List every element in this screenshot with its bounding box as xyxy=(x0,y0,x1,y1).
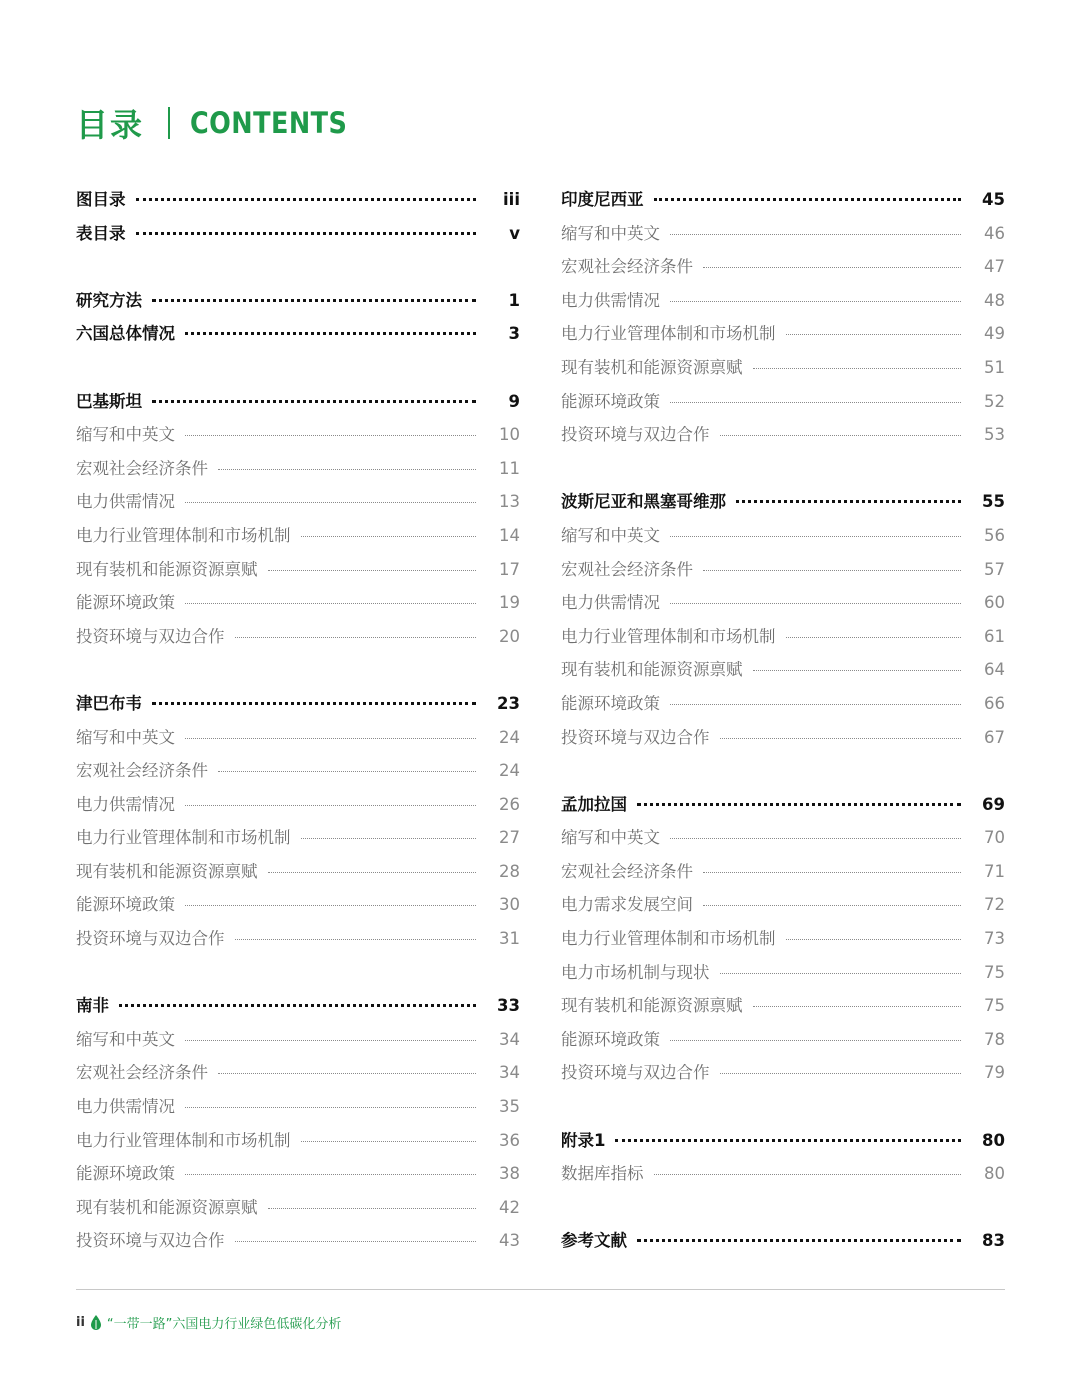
toc-right-column xyxy=(561,183,1005,1258)
toc-entry-page: 61 xyxy=(984,626,1005,646)
dot-leader xyxy=(185,601,476,604)
toc-entry-page: 31 xyxy=(499,929,520,949)
dot-leader xyxy=(136,196,477,201)
toc-entry-page: 38 xyxy=(499,1164,520,1184)
toc-section-entry[interactable] xyxy=(76,586,520,620)
dot-leader xyxy=(670,836,961,839)
toc-chapter-entry[interactable] xyxy=(561,183,1005,217)
toc-section-entry[interactable] xyxy=(76,922,520,956)
dot-leader xyxy=(235,635,477,638)
toc-entry-label: 孟加拉国 xyxy=(561,794,627,814)
toc-entry-page: 70 xyxy=(984,828,1005,848)
dot-leader xyxy=(152,700,476,705)
toc-entry-page: 51 xyxy=(984,357,1005,377)
dot-leader xyxy=(753,1004,962,1007)
toc-section-entry[interactable] xyxy=(76,1056,520,1090)
section-gap xyxy=(76,351,520,385)
toc-section-entry[interactable] xyxy=(561,385,1005,419)
toc-entry-label: 表目录 xyxy=(76,223,126,243)
dot-leader xyxy=(268,1206,477,1209)
toc-section-entry[interactable] xyxy=(76,452,520,486)
toc-entry-page: 67 xyxy=(984,727,1005,747)
toc-section-entry[interactable] xyxy=(561,1023,1005,1057)
toc-entry-page: 52 xyxy=(984,391,1005,411)
toc-section-entry[interactable] xyxy=(561,721,1005,755)
dot-leader xyxy=(670,702,961,705)
toc-entry-page: 24 xyxy=(499,761,520,781)
dot-leader xyxy=(654,196,962,201)
toc-entry-label: 数据库指标 xyxy=(561,1164,644,1184)
toc-section-entry[interactable] xyxy=(561,1157,1005,1191)
toc-entry-label: 六国总体情况 xyxy=(76,324,175,344)
dot-leader xyxy=(670,299,961,302)
dot-leader xyxy=(152,398,476,403)
toc-entry-page: 26 xyxy=(499,794,520,814)
toc-entry-page: 23 xyxy=(497,693,520,713)
toc-entry-label: 电力行业管理体制和市场机制 xyxy=(561,626,776,646)
dot-leader xyxy=(720,971,962,974)
toc-section-entry[interactable] xyxy=(561,1056,1005,1090)
toc-entry-label: 电力供需情况 xyxy=(561,290,660,310)
dot-leader xyxy=(670,1038,961,1041)
toc-entry-label: 宏观社会经济条件 xyxy=(561,559,693,579)
toc-section-entry[interactable] xyxy=(76,1191,520,1225)
dot-leader xyxy=(235,1239,477,1242)
toc-entry-page: 10 xyxy=(499,425,520,445)
dot-leader xyxy=(185,433,476,436)
toc-section-entry[interactable] xyxy=(561,586,1005,620)
toc-entry-page: 71 xyxy=(984,861,1005,881)
dot-leader xyxy=(736,498,961,503)
dot-leader xyxy=(670,601,961,604)
toc-entry-label: 能源环境政策 xyxy=(76,1164,175,1184)
toc-header xyxy=(76,100,369,146)
footer-divider xyxy=(76,1289,1005,1290)
dot-leader xyxy=(185,803,476,806)
toc-entry-page: 1 xyxy=(508,290,520,310)
dot-leader xyxy=(703,903,961,906)
dot-leader xyxy=(185,1105,476,1108)
dot-leader xyxy=(720,433,962,436)
dot-leader xyxy=(185,1172,476,1175)
toc-section-entry[interactable] xyxy=(561,989,1005,1023)
toc-entry-page: 11 xyxy=(499,458,520,478)
toc-entry-label: 缩写和中英文 xyxy=(561,828,660,848)
toc-entry-label: 电力需求发展空间 xyxy=(561,895,693,915)
toc-entry-label: 能源环境政策 xyxy=(561,1029,660,1049)
dot-leader xyxy=(185,736,476,739)
dot-leader xyxy=(703,568,961,571)
dot-leader xyxy=(185,330,476,335)
toc-entry-page: 42 xyxy=(499,1197,520,1217)
toc-entry-page: 64 xyxy=(984,660,1005,680)
toc-section-entry[interactable] xyxy=(76,788,520,822)
toc-entry-page: 72 xyxy=(984,895,1005,915)
toc-entry-label: 宏观社会经济条件 xyxy=(561,861,693,881)
dot-leader xyxy=(703,265,961,268)
toc-entry-page: 80 xyxy=(984,1164,1005,1184)
toc-entry-label: 现有装机和能源资源禀赋 xyxy=(76,559,258,579)
toc-entry-page: 75 xyxy=(984,962,1005,982)
section-gap xyxy=(76,956,520,990)
dot-leader xyxy=(615,1137,961,1142)
toc-entry-label: 能源环境政策 xyxy=(561,391,660,411)
toc-section-entry[interactable] xyxy=(76,754,520,788)
toc-entry-page: 78 xyxy=(984,1029,1005,1049)
toc-entry-label: 投资环境与双边合作 xyxy=(561,1063,710,1083)
toc-entry-label: 津巴布韦 xyxy=(76,693,142,713)
toc-entry-label: 能源环境政策 xyxy=(76,895,175,915)
dot-leader xyxy=(301,1139,477,1142)
toc-entry-label: 巴基斯坦 xyxy=(76,391,142,411)
toc-entry-label: 附录1 xyxy=(561,1130,606,1150)
toc-entry-label: 电力供需情况 xyxy=(76,492,175,512)
toc-entry-label: 电力市场机制与现状 xyxy=(561,962,710,982)
toc-entry-page: 30 xyxy=(499,895,520,915)
toc-section-entry[interactable] xyxy=(561,250,1005,284)
toc-entry-page: 73 xyxy=(984,929,1005,949)
toc-entry-page: v xyxy=(509,223,520,243)
toc-entry-page: 3 xyxy=(508,324,520,344)
dot-leader xyxy=(753,366,962,369)
toc-section-entry[interactable] xyxy=(76,1124,520,1158)
toc-section-entry[interactable] xyxy=(76,1023,520,1057)
toc-entry-label: 宏观社会经济条件 xyxy=(76,458,208,478)
toc-section-entry[interactable] xyxy=(561,653,1005,687)
toc-section-entry[interactable] xyxy=(76,519,520,553)
toc-entry-label: 电力行业管理体制和市场机制 xyxy=(76,525,291,545)
toc-entry-page: 60 xyxy=(984,593,1005,613)
toc-section-entry[interactable] xyxy=(561,922,1005,956)
toc-entry-label: 电力供需情况 xyxy=(76,794,175,814)
toc-chapter-entry[interactable] xyxy=(76,385,520,419)
dot-leader xyxy=(786,635,962,638)
toc-section-entry[interactable] xyxy=(561,620,1005,654)
dot-leader xyxy=(218,467,476,470)
toc-entry-label: 投资环境与双边合作 xyxy=(76,929,225,949)
toc-entry-label: 投资环境与双边合作 xyxy=(561,727,710,747)
toc-section-entry[interactable] xyxy=(76,855,520,889)
toc-chapter-entry[interactable] xyxy=(76,989,520,1023)
toc-entry-label: 现有装机和能源资源禀赋 xyxy=(561,996,743,1016)
toc-section-entry[interactable] xyxy=(76,418,520,452)
toc-chapter-entry[interactable] xyxy=(561,788,1005,822)
section-gap xyxy=(561,1191,1005,1225)
toc-entry-page: 19 xyxy=(499,593,520,613)
toc-entry-page: 69 xyxy=(982,794,1005,814)
toc-entry-page: 35 xyxy=(499,1097,520,1117)
dot-leader xyxy=(185,903,476,906)
toc-entry-label: 缩写和中英文 xyxy=(76,425,175,445)
dot-leader xyxy=(637,801,961,806)
toc-entry-page: 24 xyxy=(499,727,520,747)
toc-entry-page: 49 xyxy=(984,324,1005,344)
toc-chapter-entry[interactable] xyxy=(561,485,1005,519)
toc-entry-label: 投资环境与双边合作 xyxy=(76,626,225,646)
toc-entry-label: 投资环境与双边合作 xyxy=(561,425,710,445)
toc-section-entry[interactable] xyxy=(561,855,1005,889)
footer-page-number: ii xyxy=(76,1315,85,1330)
toc-entry-label: 宏观社会经济条件 xyxy=(76,1063,208,1083)
toc-entry-label: 缩写和中英文 xyxy=(561,223,660,243)
toc-entry-page: 79 xyxy=(984,1063,1005,1083)
section-gap xyxy=(76,653,520,687)
toc-entry-page: 75 xyxy=(984,996,1005,1016)
leaf-icon xyxy=(91,1315,101,1330)
toc-section-entry[interactable] xyxy=(561,519,1005,553)
dot-leader xyxy=(654,1172,962,1175)
toc-section-entry[interactable] xyxy=(561,687,1005,721)
toc-entry-label: 缩写和中英文 xyxy=(561,525,660,545)
toc-chapter-entry[interactable] xyxy=(76,687,520,721)
toc-entry-page: 13 xyxy=(499,492,520,512)
toc-entry-label: 能源环境政策 xyxy=(76,593,175,613)
toc-entry-label: 能源环境政策 xyxy=(561,693,660,713)
dot-leader xyxy=(301,534,477,537)
dot-leader xyxy=(185,500,476,503)
toc-entry-label: 缩写和中英文 xyxy=(76,727,175,747)
toc-section-entry[interactable] xyxy=(76,888,520,922)
toc-section-entry[interactable] xyxy=(76,1224,520,1258)
toc-entry-label: 投资环境与双边合作 xyxy=(76,1231,225,1251)
toc-entry-label: 波斯尼亚和黑塞哥维那 xyxy=(561,492,726,512)
dot-leader xyxy=(268,870,477,873)
dot-leader xyxy=(753,668,962,671)
toc-entry-label: 电力行业管理体制和市场机制 xyxy=(561,324,776,344)
toc-entry-label: 现有装机和能源资源禀赋 xyxy=(561,660,743,680)
toc-chapter-entry[interactable] xyxy=(561,1224,1005,1258)
toc-section-entry[interactable] xyxy=(561,553,1005,587)
toc-chapter-entry[interactable] xyxy=(76,217,520,251)
toc-entry-label: 电力行业管理体制和市场机制 xyxy=(76,828,291,848)
toc-entry-page: 34 xyxy=(499,1063,520,1083)
dot-leader xyxy=(268,568,477,571)
toc-entry-label: 现有装机和能源资源禀赋 xyxy=(76,861,258,881)
toc-section-entry[interactable] xyxy=(76,721,520,755)
toc-entry-label: 缩写和中英文 xyxy=(76,1029,175,1049)
footer-publication-title: “一带一路”六国电力行业绿色低碳化分析 xyxy=(106,1317,342,1332)
toc-entry-page: 14 xyxy=(499,525,520,545)
toc-section-entry[interactable] xyxy=(76,553,520,587)
toc-section-entry[interactable] xyxy=(76,1090,520,1124)
dot-leader xyxy=(786,332,962,335)
dot-leader xyxy=(301,836,477,839)
dot-leader xyxy=(720,1071,962,1074)
toc-entry-page: 43 xyxy=(499,1231,520,1251)
toc-entry-page: 36 xyxy=(499,1130,520,1150)
toc-entry-page: 47 xyxy=(984,257,1005,277)
toc-entry-label: 电力行业管理体制和市场机制 xyxy=(76,1130,291,1150)
toc-entry-page: 56 xyxy=(984,525,1005,545)
dot-leader xyxy=(670,534,961,537)
toc-section-entry[interactable] xyxy=(561,217,1005,251)
toc-entry-label: 电力供需情况 xyxy=(76,1097,175,1117)
toc-entry-page: 48 xyxy=(984,290,1005,310)
dot-leader xyxy=(637,1237,961,1242)
toc-section-entry[interactable] xyxy=(561,284,1005,318)
dot-leader xyxy=(152,297,476,302)
toc-entry-page: 46 xyxy=(984,223,1005,243)
dot-leader xyxy=(670,400,961,403)
toc-section-entry[interactable] xyxy=(76,821,520,855)
dot-leader xyxy=(703,870,961,873)
toc-section-entry[interactable] xyxy=(76,620,520,654)
toc-entry-label: 电力供需情况 xyxy=(561,593,660,613)
toc-section-entry[interactable] xyxy=(561,351,1005,385)
toc-entry-page: 27 xyxy=(499,828,520,848)
toc-chapter-entry[interactable] xyxy=(76,284,520,318)
toc-entry-page: 83 xyxy=(982,1231,1005,1251)
dot-leader xyxy=(218,1071,476,1074)
toc-entry-label: 图目录 xyxy=(76,190,126,209)
toc-entry-page: 17 xyxy=(499,559,520,579)
dot-leader xyxy=(185,1038,476,1041)
toc-title-zh: 目录 xyxy=(76,106,145,144)
toc-entry-page: 28 xyxy=(499,861,520,881)
dot-leader xyxy=(670,232,961,235)
toc-entry-page: 9 xyxy=(508,391,520,411)
section-gap xyxy=(561,1090,1005,1124)
title-divider xyxy=(168,107,170,139)
toc-entry-label: 印度尼西亚 xyxy=(561,190,644,209)
toc-section-entry[interactable] xyxy=(561,888,1005,922)
toc-entry-label: 南非 xyxy=(76,996,109,1016)
toc-section-entry[interactable] xyxy=(76,1157,520,1191)
toc-entry-page: 34 xyxy=(499,1029,520,1049)
toc-entry-page: 66 xyxy=(984,693,1005,713)
toc-entry-page: 57 xyxy=(984,559,1005,579)
toc-entry-label: 研究方法 xyxy=(76,290,142,310)
toc-entry-page: 55 xyxy=(982,492,1005,512)
section-gap xyxy=(561,452,1005,486)
toc-chapter-entry[interactable] xyxy=(561,1124,1005,1158)
section-gap xyxy=(76,250,520,284)
toc-entry-label: 宏观社会经济条件 xyxy=(561,257,693,277)
toc-entry-page: 33 xyxy=(497,996,520,1016)
toc-entry-label: 电力行业管理体制和市场机制 xyxy=(561,929,776,949)
toc-entry-page: 45 xyxy=(982,190,1005,209)
dot-leader xyxy=(235,937,477,940)
toc-entry-page: iii xyxy=(503,190,520,209)
dot-leader xyxy=(119,1002,476,1007)
toc-left-column xyxy=(76,183,520,1258)
toc-entry-label: 参考文献 xyxy=(561,1231,627,1251)
toc-entry-label: 现有装机和能源资源禀赋 xyxy=(76,1197,258,1217)
toc-section-entry[interactable] xyxy=(561,317,1005,351)
dot-leader xyxy=(786,937,962,940)
dot-leader xyxy=(218,769,476,772)
dot-leader xyxy=(720,736,962,739)
dot-leader xyxy=(136,230,477,235)
toc-chapter-entry[interactable] xyxy=(76,317,520,351)
toc-section-entry[interactable] xyxy=(561,956,1005,990)
section-gap xyxy=(561,754,1005,788)
toc-section-entry[interactable] xyxy=(561,821,1005,855)
toc-title-en: CONTENTS xyxy=(190,106,348,140)
toc-entry-page: 20 xyxy=(499,626,520,646)
page-footer xyxy=(76,1313,341,1332)
toc-entry-page: 80 xyxy=(982,1130,1005,1150)
toc-entry-page: 53 xyxy=(984,425,1005,445)
toc-entry-label: 现有装机和能源资源禀赋 xyxy=(561,357,743,377)
toc-section-entry[interactable] xyxy=(76,485,520,519)
toc-entry-label: 宏观社会经济条件 xyxy=(76,761,208,781)
toc-chapter-entry[interactable] xyxy=(76,183,520,217)
toc-section-entry[interactable] xyxy=(561,418,1005,452)
